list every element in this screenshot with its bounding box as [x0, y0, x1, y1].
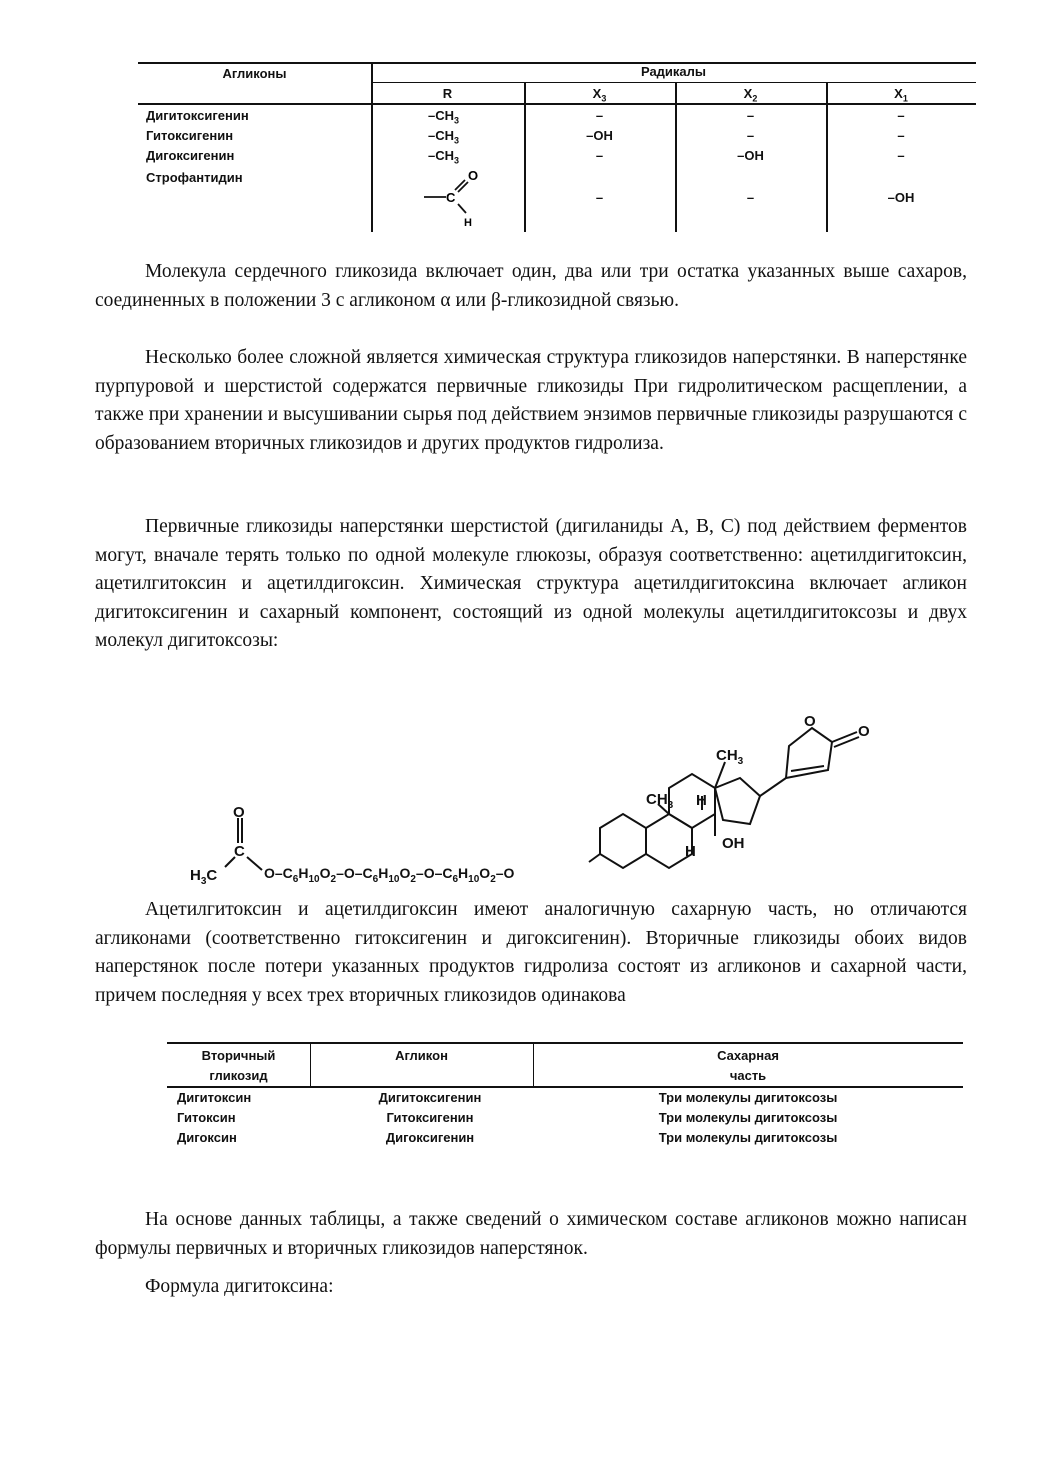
- header-radicals: Радикалы: [640, 64, 707, 79]
- row-aglycone-name: Дигитоксигенин: [146, 108, 249, 123]
- row-x2-value: –OH: [737, 148, 764, 163]
- paragraph-1-text: Молекула сердечного гликозида включает один, два или три остатка указанных выше сахаров, соединенных в положении 3 с агликоном α или β-гликозидной связью.: [95, 261, 967, 311]
- acetyl-c-label: C: [234, 843, 245, 860]
- row-x3-value: –: [595, 108, 604, 123]
- row-aglycone-name: Гитоксигенин: [146, 128, 234, 143]
- oh-label: OH: [722, 835, 745, 852]
- lactone-ring-o-label: O: [804, 713, 816, 730]
- row-x2-value: –: [746, 190, 755, 205]
- subheader-x3: $X_3$: [592, 86, 607, 104]
- paragraph-5-text: На основе данных таблицы, а также сведений о химическом составе агликонов можно написан формулы первичных и вторичных гликозидов наперстянок.: [95, 1209, 967, 1259]
- acetyl-o-label: O: [233, 804, 245, 821]
- paragraph-6-text: Формула дигитоксина:: [145, 1276, 334, 1297]
- row-aglycone: Дигитоксигенин: [378, 1090, 482, 1105]
- paragraph-3: [95, 513, 967, 656]
- subheader-r: R: [442, 86, 453, 101]
- row-x3-value: –: [595, 190, 604, 205]
- header-aglycones: Агликоны: [222, 66, 287, 81]
- header-sugar-2: часть: [729, 1068, 767, 1083]
- row-aglycone: Гитоксигенин: [386, 1110, 474, 1125]
- row-aglycone-name: Дигоксигенин: [146, 148, 235, 163]
- header-sugar-1: Сахарная: [717, 1048, 779, 1063]
- row-r-value: $-CH_3$: [428, 108, 460, 126]
- row-aglycone-name: Строфантидин: [146, 170, 243, 185]
- aldehyde-c-label: C: [446, 190, 456, 205]
- table-rule: [138, 103, 371, 105]
- ch3-top-label: $CH_3$: [716, 747, 744, 767]
- aldehyde-h-label: H: [464, 217, 472, 228]
- row-r-value: $-CH_3$: [428, 128, 460, 146]
- aldehyde-group-drawing: [418, 166, 488, 228]
- h3c-label: $H_3C$: [190, 867, 218, 887]
- secondary-glycosides-table: [167, 1042, 963, 1152]
- paragraph-1: [95, 258, 967, 315]
- acetyldigitoxin-structure: [180, 700, 900, 900]
- table-rule: [371, 82, 976, 83]
- row-aglycone: Дигоксигенин: [385, 1130, 475, 1145]
- header-glycoside-1: Вторичный: [201, 1048, 276, 1063]
- paragraph-2-text: Несколько более сложной является химическая структура гликозидов наперстянки. В наперстянке пурпуровой и шерстистой содержатся первичные гликозиды При гидролитическом расщеплении, а также при хранении и высушивании сырья под действием энзимов первичные гликозиды разрушаются с образованием вторичных гликозидов и других продуктов гидролиза.: [95, 347, 967, 454]
- row-r-value: $-CH_3$: [428, 148, 460, 166]
- lactone-carbonyl-o-label: O: [858, 723, 870, 740]
- paragraph-4: [95, 896, 967, 1010]
- row-x2-value: –: [746, 128, 755, 143]
- row-sugar: Три молекулы дигитоксозы: [658, 1110, 838, 1125]
- h-label-lower: H: [685, 843, 696, 860]
- row-sugar: Три молекулы дигитоксозы: [658, 1090, 838, 1105]
- h-label-upper: H: [696, 792, 707, 809]
- subheader-x2: $X_2$: [743, 86, 758, 104]
- paragraph-6: [95, 1273, 967, 1302]
- row-x3-value: –OH: [586, 128, 613, 143]
- row-x1-value: –: [897, 128, 905, 143]
- row-x1-value: –: [897, 148, 905, 163]
- row-glycoside: Дигитоксин: [177, 1090, 252, 1105]
- table-rule: [167, 1042, 963, 1044]
- row-x1-value: –: [897, 108, 905, 123]
- row-x2-value: –: [746, 108, 755, 123]
- row-x3-value: –: [595, 148, 604, 163]
- ch3-mid-label: $CH_3$: [646, 791, 674, 811]
- header-glycoside-2: гликозид: [209, 1068, 268, 1083]
- row-sugar: Три молекулы дигитоксозы: [658, 1130, 838, 1145]
- header-aglycone: Агликон: [395, 1048, 448, 1063]
- table-rule: [167, 1086, 963, 1088]
- paragraph-3-text: Первичные гликозиды наперстянки шерстистой (дигиланиды А, В, С) под действием ферментов могут, вначале терять только по одной молекуле глюкозы, образуя соответственно: ацетилдигитоксин, ацетилгитоксин и ацетилдигоксин. Химическая структура ацетилдигитоксина включает агликон дигитоксигенин и сахарный компонент, состоящий из одной молекулы ацетилдигитоксозы и двух молекул дигитоксозы:: [95, 516, 967, 651]
- paragraph-2: [95, 344, 967, 458]
- aglycone-radicals-table: [138, 58, 976, 234]
- row-glycoside: Гитоксин: [177, 1110, 236, 1125]
- row-x1-value: –OH: [887, 190, 915, 205]
- subheader-x1: $X_1$: [894, 86, 908, 104]
- paragraph-5: [95, 1206, 967, 1263]
- aldehyde-o-label: O: [468, 168, 479, 183]
- paragraph-4-text: Ацетилгитоксин и ацетилдигоксин имеют аналогичную сахарную часть, но отличаются агликонами (соответственно гитоксигенин и дигоксигенин). Вторичные гликозиды обоих видов наперстянок после потери указанных продуктов гидролиза состоят из агликонов и сахарной части, причем последняя у всех трех вторичных гликозидов одинакова: [95, 899, 967, 1006]
- row-glycoside: Дигоксин: [177, 1130, 237, 1145]
- sugar-chain-label: $O-C_6H_{10}O_2-O-C_6H_{10}O_2-O-C_6H_{10}O_2-O$: [264, 865, 515, 885]
